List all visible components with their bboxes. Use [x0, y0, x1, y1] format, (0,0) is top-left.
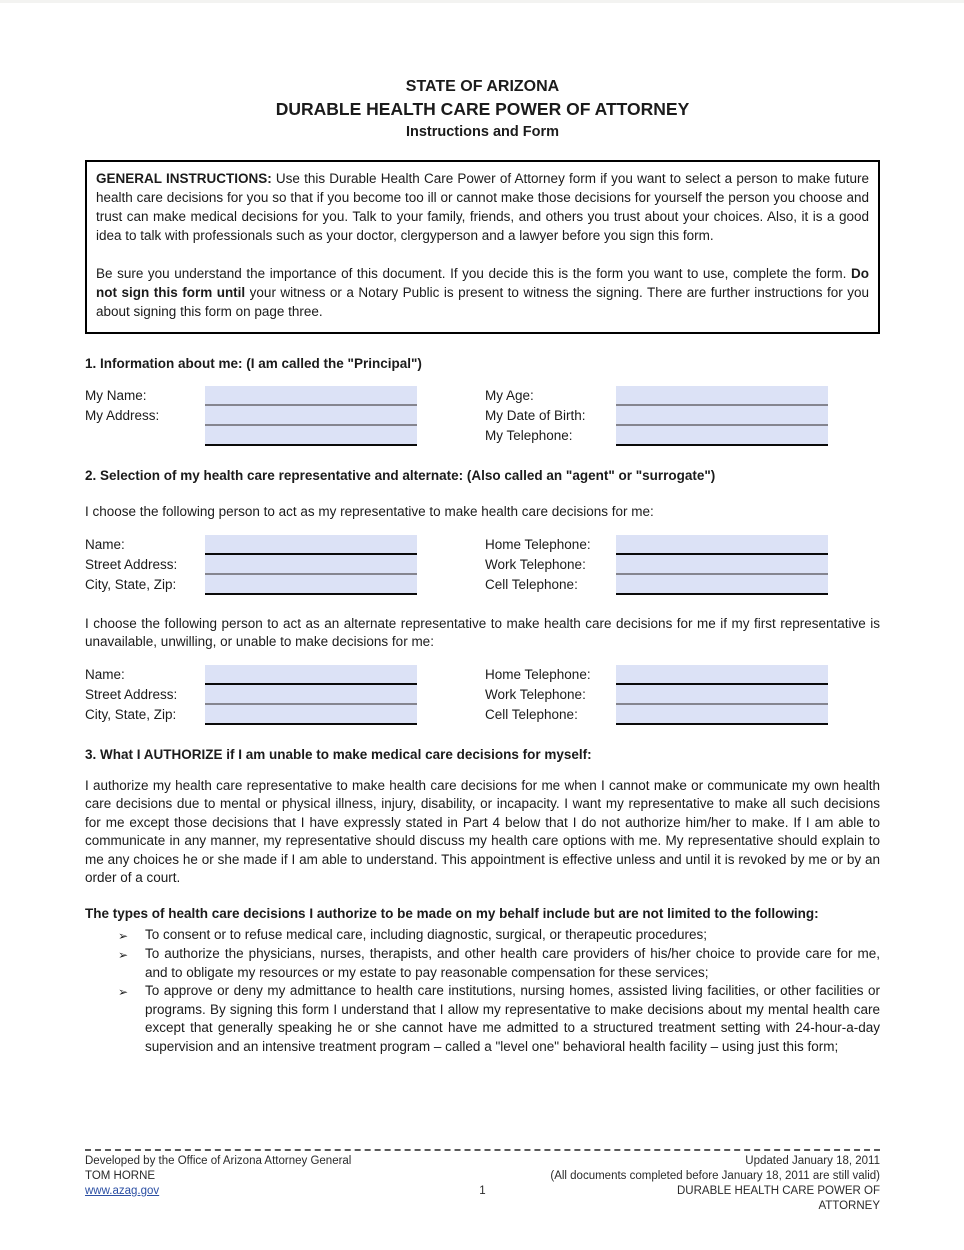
bullet-text-consent: To consent or to refuse medical care, including diagnostic, surgical, or therapeutic procedures; — [145, 926, 708, 942]
field-rep-cell-telephone[interactable] — [616, 575, 828, 595]
authorized-decisions-list — [85, 926, 880, 1057]
field-my-telephone[interactable] — [616, 426, 828, 446]
list-item — [118, 982, 880, 1056]
document-page — [85, 3, 880, 1250]
section1-fields — [85, 386, 880, 446]
label-alt-cell-telephone: Cell Telephone: — [485, 706, 578, 722]
section3-paragraph: I authorize my health care representative to make health care decisions for me when I cannot make or communicate my own health care decisions due to mental or physical illness, injury, disability, or incapacity. I want my representative to make all such decisions for me except those decisions that I have expressly stated in Part 4 below that I do not authorize him/her to make. If I am able to communicate in any manner, my representative should discuss my health care options with me. My representative should explain to me any choices he or she made if I am able to understand. This appointment is effective unless and until it is revoked by me or by an order of a court. — [85, 777, 880, 885]
label-my-age: My Age: — [485, 388, 534, 403]
field-rep-city-state-zip[interactable] — [205, 575, 417, 595]
footer-doc-title: DURABLE HEALTH CARE POWER OF ATTORNEY — [677, 1185, 880, 1212]
field-alt-name[interactable] — [205, 665, 417, 685]
label-my-telephone: My Telephone: — [485, 428, 573, 443]
section1-heading: 1. Information about me: (I am called the "Principal") — [85, 356, 422, 371]
bullet-text-admittance: To approve or deny my admittance to health care institutions, nursing homes, assisted living facilities, or other facilities or programs. By signing this form I understand that I allow my representative to make decisions about my mental health care except that generally speaking he or she cannot have me admitted to a structured treatment setting with 24-hour-a-day supervision and an intensive treatment program – called a "level one" behavioral health facility – using just this form; — [145, 983, 880, 1054]
field-rep-street-address[interactable] — [205, 555, 417, 575]
label-alt-home-telephone: Home Telephone: — [485, 666, 591, 682]
field-rep-home-telephone[interactable] — [616, 535, 828, 555]
document-title-block — [85, 3, 880, 144]
arrow-bullet-icon: ➢ — [118, 985, 129, 999]
field-my-name[interactable] — [205, 386, 417, 406]
label-blank — [85, 445, 205, 446]
field-rep-work-telephone[interactable] — [616, 555, 828, 575]
do-not-sign-warning: Do not sign this form until — [96, 266, 869, 300]
general-instructions-para1: GENERAL INSTRUCTIONS: Use this Durable Health Care Power of Attorney form if you want to select a person to make future health care decisions for you so that if you become too ill or cannot make those decisions for yourself the person you choose and trust can make medical decisions for you. Talk to your family, friends, and others you trust about your choices. Also, it is a good idea to talk with professionals such as your doctor, clergyperson and a lawyer before you sign this form. — [96, 171, 869, 243]
field-my-date-of-birth[interactable] — [616, 406, 828, 426]
bullet-text-authorize-providers: To authorize the physicians, nurses, therapists, and other health care providers of his/her choice to provide care for me, and to obligate my resources or my estate to pay reasonable compensation for these services; — [145, 946, 880, 980]
representative-intro: I choose the following person to act as my representative to make health care decisions for me: — [85, 504, 654, 519]
label-my-date-of-birth: My Date of Birth: — [485, 408, 586, 423]
arrow-bullet-icon: ➢ — [118, 948, 129, 962]
field-alt-work-telephone[interactable] — [616, 685, 828, 705]
general-instructions-heading: GENERAL INSTRUCTIONS: — [96, 171, 272, 186]
footer-author: TOM HORNE — [85, 1170, 156, 1182]
list-item — [118, 926, 880, 946]
section3-heading: 3. What I AUTHORIZE if I am unable to make medical care decisions for myself: — [85, 746, 592, 762]
footer-developed-by: Developed by the Office of Arizona Attorney General — [85, 1155, 352, 1167]
label-alt-name: Name: — [85, 666, 125, 682]
label-rep-cell-telephone: Cell Telephone: — [485, 576, 578, 592]
page-footer — [85, 1149, 880, 1214]
alternate-intro: I choose the following person to act as an alternate representative to make health care decisions for me if my first representative is unavailable, unwilling, or unable to make decisions for me: — [85, 615, 880, 649]
label-rep-city-state-zip: City, State, Zip: — [85, 576, 177, 592]
field-alt-street-address[interactable] — [205, 685, 417, 705]
alternate-fields — [85, 665, 880, 725]
general-instructions-para2: Be sure you understand the importance of this document. If you decide this is the form you want to use, complete the form. Do not sign this form until your witness or a Notary Public is present to witness the signing. There are further instructions for you about signing this form on page three. — [96, 266, 869, 319]
label-rep-name: Name: — [85, 536, 125, 552]
label-rep-work-telephone: Work Telephone: — [485, 556, 586, 572]
arrow-bullet-icon: ➢ — [118, 928, 129, 943]
label-my-name: My Name: — [85, 388, 147, 403]
title-state: STATE OF ARIZONA — [405, 78, 560, 95]
label-alt-street-address: Street Address: — [85, 686, 178, 702]
general-instructions-box — [85, 160, 880, 334]
types-heading: The types of health care decisions I authorize to be made on my behalf include but are not limited to the following: — [85, 905, 819, 921]
field-rep-name[interactable] — [205, 535, 417, 555]
field-my-address-line2[interactable] — [205, 426, 417, 446]
footer-validity-note: (All documents completed before January 18, 2011 are still valid) — [550, 1170, 880, 1182]
list-item — [118, 945, 880, 982]
label-my-address: My Address: — [85, 408, 160, 423]
footer-website-link[interactable]: www.azag.gov — [85, 1185, 160, 1197]
field-alt-city-state-zip[interactable] — [205, 705, 417, 725]
title-subtitle: Instructions and Form — [405, 124, 560, 140]
title-document: DURABLE HEALTH CARE POWER OF ATTORNEY — [275, 99, 690, 119]
representative-fields — [85, 535, 880, 595]
label-rep-street-address: Street Address: — [85, 556, 178, 572]
section2-heading: 2. Selection of my health care representative and alternate: (Also called an "agent" or "surrogate") — [85, 468, 716, 483]
field-alt-home-telephone[interactable] — [616, 665, 828, 685]
field-my-age[interactable] — [616, 386, 828, 406]
field-alt-cell-telephone[interactable] — [616, 705, 828, 725]
footer-updated: Updated January 18, 2011 — [745, 1155, 880, 1167]
footer-page-number: 1 — [479, 1185, 486, 1197]
field-my-address-line1[interactable] — [205, 406, 417, 426]
label-alt-city-state-zip: City, State, Zip: — [85, 706, 177, 722]
label-alt-work-telephone: Work Telephone: — [485, 686, 586, 702]
label-rep-home-telephone: Home Telephone: — [485, 536, 591, 552]
